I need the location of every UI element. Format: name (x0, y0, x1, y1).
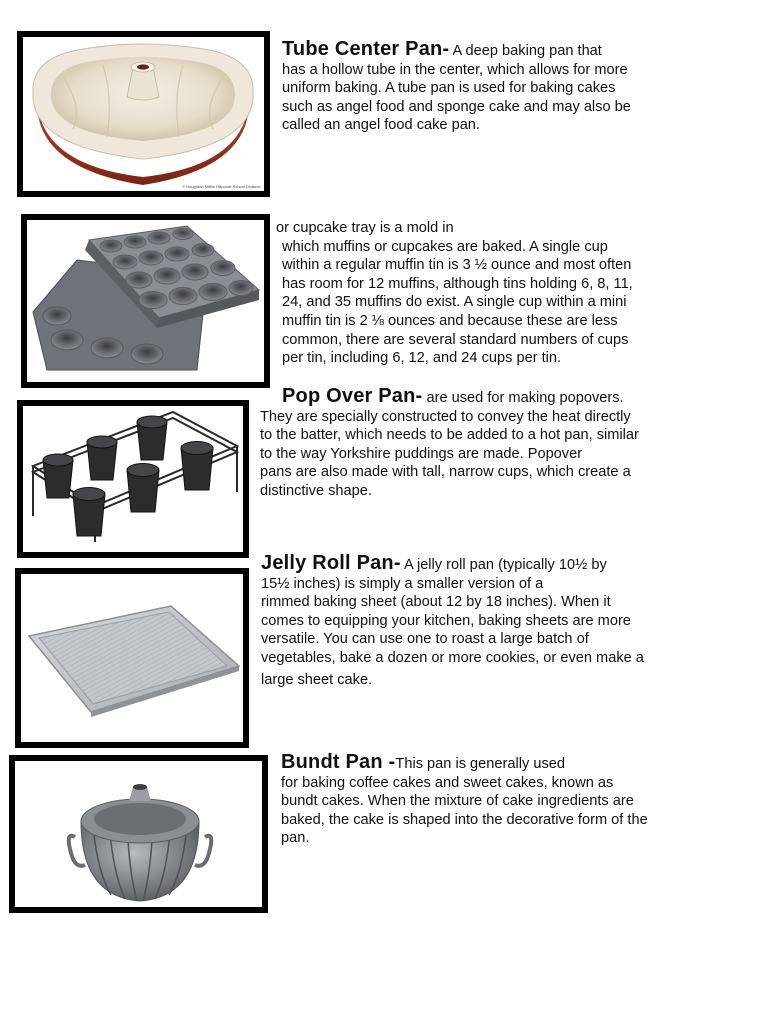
section-line: within a regular muffin tin is 3 ½ ounce and most often (282, 257, 632, 274)
jelly-roll-pan-photo-icon (21, 574, 243, 742)
section-muffin-tin-text (276, 219, 633, 368)
tube-pan-photo-icon (23, 37, 264, 191)
section-line: baked, the cake is shaped into the decorative form of the (281, 811, 648, 828)
muffin-tin-image-frame (21, 214, 270, 388)
section-line: 15½ inches) is simply a smaller version of a (261, 575, 544, 592)
section-line: has a hollow tube in the center, which allows for more (282, 61, 628, 78)
muffin-tin-photo-icon (27, 220, 264, 382)
section-line: are used for making popovers. (426, 390, 624, 406)
bundt-pan-image-frame (9, 755, 268, 913)
section-line: rimmed baking sheet (about 12 by 18 inches). When it (261, 594, 611, 611)
section-line: A jelly roll pan (typically 10½ by (403, 557, 607, 573)
section-line: pans are also made with tall, narrow cups, which create a (260, 464, 631, 481)
section-line: 24, and 35 muffins do exist. A single cup within a mini (282, 294, 627, 311)
section-line: distinctive shape. (260, 482, 372, 499)
section-line: large sheet cake. (261, 671, 373, 688)
section-line: for baking coffee cakes and sweet cakes, known as (281, 774, 614, 791)
section-line: which muffins or cupcakes are baked. A single cup (282, 238, 608, 255)
section-line: pan. (281, 830, 310, 847)
section-line: called an angel food cake pan. (282, 117, 480, 134)
section-line: has room for 12 muffins, although tins holding 6, 8, 11, (282, 275, 633, 292)
section-line: per tin, including 6, 12, and 24 cups per tin. (282, 350, 562, 367)
popover-pan-photo-icon (23, 406, 243, 552)
jelly-roll-pan-image-frame (15, 568, 249, 748)
section-line: such as angel food and sponge cake and may also be (282, 98, 631, 115)
section-line: This pan is generally used (395, 756, 565, 772)
section-title: Tube Center Pan- (282, 38, 450, 60)
section-bundt-pan-text (281, 753, 648, 848)
section-line: bundt cakes. When the mixture of cake ingredients are (281, 793, 634, 810)
section-line: A deep baking pan that (452, 43, 602, 59)
section-line: common, there are several standard numbers of cups (282, 331, 629, 348)
section-line: comes to equipping your kitchen, baking sheets are more (261, 612, 631, 629)
popover-pan-image-frame (17, 400, 249, 558)
section-tube-pan-text (282, 40, 631, 135)
section-line: to the way Yorkshire puddings are made. Popover (260, 445, 583, 462)
section-line: to the batter, which needs to be added to a hot pan, similar (260, 427, 639, 444)
section-line: uniform baking. A tube pan is used for baking cakes (282, 80, 616, 97)
section-title: Jelly Roll Pan- (261, 552, 401, 574)
section-title: Bundt Pan - (281, 751, 396, 773)
section-line: or cupcake tray is a mold in (276, 220, 454, 236)
section-jelly-roll-pan-text (261, 554, 644, 689)
section-title: Pop Over Pan- (282, 385, 423, 407)
section-line: vegetables, bake a dozen or more cookies, or even make a (261, 649, 644, 666)
section-line: They are specially constructed to convey the heat directly (260, 408, 631, 425)
section-line: versatile. You can use one to roast a large batch of (261, 631, 589, 648)
tube-pan-image-frame (17, 31, 270, 197)
image-credit: © Houghton Mifflin Harcourt School Division (182, 184, 260, 189)
section-line: muffin tin is 2 ⅛ ounces and because these are less (282, 312, 618, 329)
section-popover-pan-text (260, 387, 639, 501)
bundt-pan-photo-icon (15, 761, 262, 907)
